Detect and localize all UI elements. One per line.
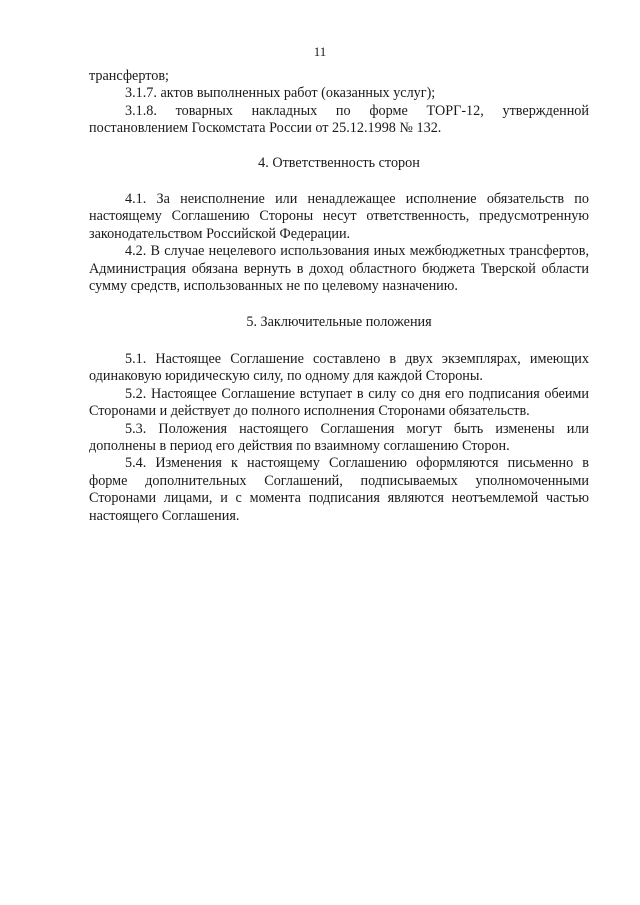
page-number: 11 bbox=[313, 44, 327, 59]
document-body bbox=[89, 68, 589, 525]
section-5-heading: 5. Заключительные положения bbox=[246, 314, 432, 331]
clause-5-4: 5.4. Изменения к настоящему Соглашению оформляются письменно в форме дополнительных Соглашений, подписываемых уполномоченными Сторонами лицами, и с момента подписания являются неотъемлемой частью настоящего Соглашения. bbox=[89, 455, 589, 524]
section-4-heading: 4. Ответственность сторон bbox=[258, 154, 420, 171]
continuation-line: трансфертов; bbox=[89, 68, 169, 84]
clause-5-2: 5.2. Настоящее Соглашение вступает в силу со дня его подписания обеими Сторонами и действует до полного исполнения Сторонами обязательств. bbox=[89, 385, 589, 420]
clause-4-1: 4.1. За неисполнение или ненадлежащее исполнение обязательств по настоящему Соглашению Стороны несут ответственность, предусмотренную законодательством Российской Федерации. bbox=[89, 191, 589, 242]
clause-5-3: 5.3. Положения настоящего Соглашения могут быть изменены или дополнены в период его действия по взаимному соглашению Сторон. bbox=[89, 420, 589, 454]
clause-3-1-8: 3.1.8. товарных накладных по форме ТОРГ-12, утвержденной постановлением Госкомстата России от 25.12.1998 № 132. bbox=[89, 102, 589, 137]
clause-3-1-7: 3.1.7. актов выполненных работ (оказанных услуг); bbox=[125, 85, 436, 102]
clause-5-1: 5.1. Настоящее Соглашение составлено в двух экземплярах, имеющих одинаковую юридическую силу, по одному для каждой Стороны. bbox=[89, 350, 589, 385]
clause-4-2: 4.2. В случае нецелевого использования иных межбюджетных трансфертов, Администрация обязана вернуть в доход областного бюджета Тверской области сумму средств, использованных не по целевому назначению. bbox=[89, 243, 589, 295]
